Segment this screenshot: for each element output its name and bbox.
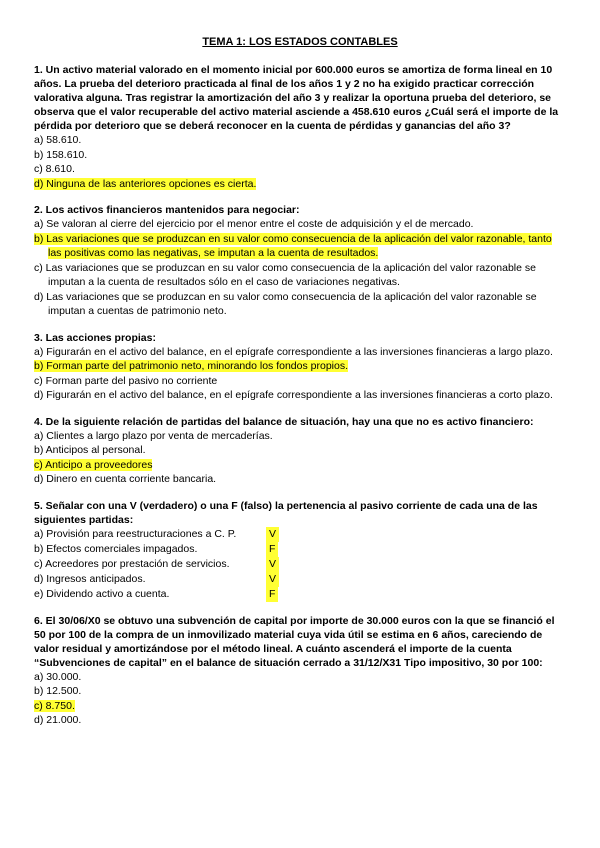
question-2 (34, 203, 566, 319)
answer-mark: V (266, 527, 279, 542)
question-4-option-a: a) Clientes a largo plazo por venta de mercaderías. (34, 429, 273, 442)
question-4-option-c-correct: c) Anticipo a proveedores (34, 458, 153, 471)
question-2-option-b-correct: b) Las variaciones que se produzcan en su valor como consecuencia de la aplicación del valor razonable, tanto las positivas como las negativas, se imputan a la cuenta de resultados. (34, 232, 552, 259)
question-4-option-b: b) Anticipos al personal. (34, 444, 146, 456)
question-5-item-a: a) Provisión para reestructuraciones a C. P. V (34, 527, 566, 542)
question-4-option-d: d) Dinero en cuenta corriente bancaria. (34, 473, 217, 485)
question-6-option-c-correct: c) 8.750. (34, 699, 75, 712)
answer-mark: F (266, 587, 278, 602)
question-3-option-d: d) Figurarán en el activo del balance, en el epígrafe correspondiente a las inversiones financieras a corto plazo. (34, 389, 553, 401)
question-2-stem: 2. Los activos financieros mantenidos para negociar: (34, 204, 300, 216)
question-5-stem: 5. Señalar con una V (verdadero) o una F (falso) la pertenencia al pasivo corriente de cada una de las siguientes partidas: (34, 499, 538, 526)
question-5 (34, 499, 566, 602)
question-1 (34, 63, 566, 191)
question-1-option-d-correct: d) Ninguna de las anteriores opciones es cierta. (34, 177, 257, 190)
answer-mark: V (266, 572, 279, 587)
question-3 (34, 331, 566, 403)
question-6-option-a: a) 30.000. (34, 670, 82, 683)
question-1-option-a: a) 58.610. (34, 134, 82, 146)
question-4 (34, 415, 566, 487)
question-3-option-b-correct: b) Forman parte del patrimonio neto, minorando los fondos propios. (34, 360, 349, 372)
question-2-option-a: a) Se valoran al cierre del ejercicio por el menor entre el coste de adquisición y el de mercado. (34, 218, 474, 230)
question-3-option-a: a) Figurarán en el activo del balance, en el epígrafe correspondiente a las inversiones financieras a largo plazo. (34, 345, 553, 358)
question-6-option-b: b) 12.500. (34, 685, 82, 697)
question-5-item-b: b) Efectos comerciales impagados. F (34, 542, 566, 557)
question-1-option-c: c) 8.610. (34, 163, 75, 175)
answer-mark: V (266, 557, 279, 572)
question-3-option-c: c) Forman parte del pasivo no corriente (34, 374, 218, 387)
document-page (34, 36, 566, 740)
question-4-stem: 4. De la siguiente relación de partidas del balance de situación, hay una que no es activo financiero: (34, 415, 534, 428)
question-6-option-d: d) 21.000. (34, 714, 82, 726)
question-6 (34, 614, 566, 728)
question-5-item-e: e) Dividendo activo a cuenta. F (34, 587, 566, 602)
document-title: TEMA 1: LOS ESTADOS CONTABLES (202, 36, 398, 48)
question-3-stem: 3. Las acciones propias: (34, 331, 156, 344)
question-1-option-b: b) 158.610. (34, 148, 88, 161)
question-2-option-d: d) Las variaciones que se produzcan en su valor como consecuencia de la aplicación del valor razonable se imputan a cuentas de patrimonio neto. (34, 290, 537, 317)
question-5-item-d: d) Ingresos anticipados. V (34, 572, 566, 587)
question-5-item-c: c) Acreedores por prestación de servicios. V (34, 557, 566, 572)
question-2-option-c: c) Las variaciones que se produzcan en su valor como consecuencia de la aplicación del valor razonable se imputan a la cuenta de resultados sólo en el caso de variaciones negativas. (34, 261, 536, 288)
answer-mark: F (266, 542, 278, 557)
question-6-stem: 6. El 30/06/X0 se obtuvo una subvención de capital por importe de 30.000 euros con la que se financió el 50 por 100 de la compra de un inmovilizado material cuya vida útil se estima en 6 años, careciendo de valor residual y amortizándose por el método lineal. A cuánto ascenderá el importe de la cuenta “Subvenciones de capital” en el balance de situación cerrado a 31/12/X31 Tipo impositivo, 30 por 100: (34, 614, 555, 669)
question-1-stem: 1. Un activo material valorado en el momento inicial por 600.000 euros se amortiza de forma lineal en 10 años. La prueba del deterioro practicada al final de los años 1 y 2 no ha exigido practicar corrección valorativa alguna. Tras registrar la amortización del año 3 y realizar la oportuna prueba del deterioro, se observa que el valor recuperable del activo material asciende a 458.610 euros ¿Cuál será el importe de la pérdida por deterioro que se deberá reconocer en la cuenta de pérdidas y ganancias del año 3? (34, 64, 559, 132)
